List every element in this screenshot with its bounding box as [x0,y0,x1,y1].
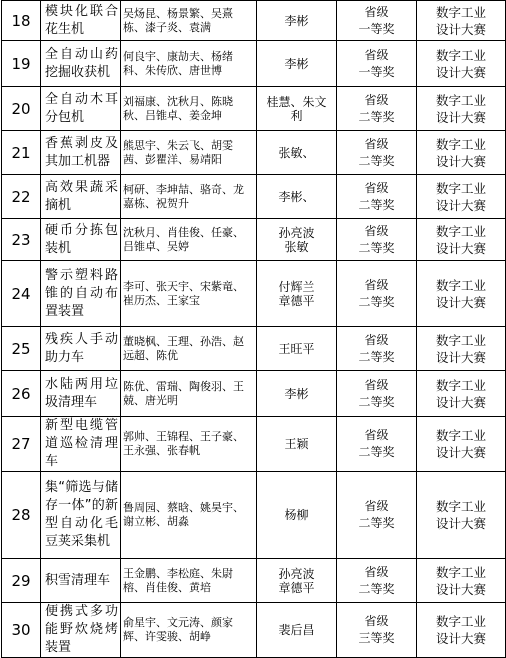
grade-line: 二等奖 [358,197,395,212]
authors-cell: 郭帅、王锦程、王子豪、王永强、张春帆 [121,417,257,472]
competition-line-2: 设计大赛 [435,445,486,460]
advisor-cell [257,472,337,559]
table-row [2,87,506,131]
competition-cell [417,41,506,87]
competition-cell [417,472,506,559]
competition-cell [417,219,506,261]
grade-line: 三等奖 [358,631,395,645]
row-number-cell: 19 [2,41,41,87]
competition-line-1: 数字工业 [435,277,486,293]
project-name-cell: 硬币分拣包装机 [41,219,121,261]
project-name-cell: 便携式多功能野炊烧烤装置 [41,603,121,658]
competition-cell [417,175,506,219]
award-level-cell [337,219,417,261]
grade-line: 二等奖 [358,109,395,124]
grade-line: 二等奖 [358,516,395,530]
level-line: 省级 [364,92,389,107]
competition-cell [417,87,506,131]
row-number-cell: 24 [2,261,41,327]
grade-line: 二等奖 [358,581,395,596]
authors-cell: 刘福康、沈秋月、陈晓秋、吕锥卓、姜金坤 [121,87,257,131]
competition-line-1: 数字工业 [435,4,486,20]
advisor-cell [257,41,337,87]
award-level-cell [337,327,417,371]
competition-cell [417,603,506,658]
row-number-cell: 29 [2,559,41,603]
table-row [2,175,506,219]
authors-cell: 李可、张天宇、宋紫竜、崔历杰、王家宝 [121,261,257,327]
competition-cell [417,1,506,41]
level-line: 省级 [364,47,389,62]
competition-cell [417,417,506,472]
project-name-cell: 高效果蔬采摘机 [41,175,121,219]
award-level-cell [337,261,417,327]
advisor-line-2: 章德平 [278,293,315,308]
award-level-cell [337,131,417,175]
competition-cell [417,371,506,417]
advisor-cell [257,261,337,327]
level-line: 省级 [364,4,389,19]
advisor-line-2: 利 [290,108,303,123]
award-level-cell [337,371,417,417]
competition-line-1: 数字工业 [435,332,486,348]
award-level-cell [337,603,417,658]
row-number-cell: 21 [2,131,41,175]
level-line: 省级 [364,614,389,628]
competition-cell [417,327,506,371]
advisor-cell [257,371,337,417]
competition-line-2: 设计大赛 [435,109,486,125]
advisor-cell [257,175,337,219]
competition-line-1: 数字工业 [435,136,486,152]
advisor-line-2: 章德平 [278,580,315,595]
table-row [2,559,506,603]
competition-cell [417,131,506,175]
competition-line-1: 数字工业 [435,47,486,63]
advisor-cell [257,327,337,371]
advisor-line: 王颖 [284,437,309,451]
row-number-cell: 25 [2,327,41,371]
competition-line-2: 设计大赛 [435,349,486,365]
level-line: 省级 [364,180,389,195]
level-line: 省级 [364,499,389,513]
competition-line-2: 设计大赛 [435,631,486,646]
competition-line-1: 数字工业 [435,92,486,108]
advisor-line: 李彬、 [278,189,315,204]
advisor-cell [257,219,337,261]
grade-line: 二等奖 [358,240,395,255]
advisor-line: 裴后昌 [278,623,315,637]
competition-line-1: 数字工业 [435,180,486,196]
advisor-line: 桂慧、朱文 [266,94,327,109]
award-level-cell [337,559,417,603]
advisor-cell [257,1,337,41]
award-level-cell [337,41,417,87]
authors-cell: 柯研、李坤喆、骆奇、龙嘉栋、祝贺升 [121,175,257,219]
row-number-cell: 27 [2,417,41,472]
award-table-body [2,1,506,658]
project-name-cell: 集“筛选与储存一体”的新型自动化毛豆荚采集机 [41,472,121,559]
advisor-cell [257,87,337,131]
advisor-line: 王旺平 [278,341,315,356]
authors-cell: 沈秋月、肖佳俊、任豪、吕锥卓、吴婷 [121,219,257,261]
row-number-cell: 22 [2,175,41,219]
advisor-line: 李彬 [284,56,309,71]
competition-line-1: 数字工业 [435,377,486,393]
advisor-line-2: 张敏 [284,239,309,254]
project-name-cell: 全自动山药挖掘收获机 [41,41,121,87]
award-level-cell [337,87,417,131]
competition-line-1: 数字工业 [435,499,486,514]
award-level-cell [337,472,417,559]
project-name-cell: 模块化联合花生机 [41,1,121,41]
competition-line-2: 设计大赛 [435,64,486,80]
competition-line-1: 数字工业 [435,564,486,580]
level-line: 省级 [364,428,389,442]
competition-line-1: 数字工业 [435,223,486,239]
project-name-cell: 积雪清理车 [41,559,121,603]
advisor-cell [257,559,337,603]
competition-line-1: 数字工业 [435,428,486,443]
authors-cell: 董晓枫、王理、孙浩、赵远超、陈优 [121,327,257,371]
competition-line-2: 设计大赛 [435,394,486,410]
project-name-cell: 残疾人手动助力车 [41,327,121,371]
table-row [2,219,506,261]
competition-line-2: 设计大赛 [435,581,486,597]
competition-line-2: 设计大赛 [435,516,486,531]
level-line: 省级 [364,377,389,392]
table-row [2,417,506,472]
table-row [2,472,506,559]
advisor-line: 孙亮波 [278,225,315,240]
level-line: 省级 [364,136,389,151]
advisor-line: 付辉兰 [278,279,315,294]
advisor-line: 李彬 [284,13,309,28]
level-line: 省级 [364,277,389,292]
authors-cell: 熊思宇、朱云飞、胡雯茜、彭瞿洋、易靖阳 [121,131,257,175]
project-name-cell: 香蕉剥皮及其加工机器 [41,131,121,175]
table-row [2,327,506,371]
competition-line-1: 数字工业 [435,614,486,629]
level-line: 省级 [364,332,389,347]
advisor-line: 杨柳 [284,508,309,522]
project-name-cell: 警示塑料路锥的自动布置装置 [41,261,121,327]
award-level-cell [337,417,417,472]
competition-line-2: 设计大赛 [435,294,486,310]
competition-line-2: 设计大赛 [435,21,486,37]
grade-line: 二等奖 [358,153,395,168]
grade-line: 二等奖 [358,294,395,309]
advisor-cell [257,603,337,658]
grade-line: 二等奖 [358,445,395,459]
row-number-cell: 20 [2,87,41,131]
table-row [2,371,506,417]
row-number-cell: 28 [2,472,41,559]
row-number-cell: 18 [2,1,41,41]
advisor-line: 李彬 [284,386,309,401]
authors-cell: 俞星宇、文元涛、颜家辉、许雯骏、胡峥 [121,603,257,658]
advisor-line: 孙亮波 [278,566,315,581]
grade-line: 二等奖 [358,394,395,409]
advisor-cell [257,131,337,175]
level-line: 省级 [364,223,389,238]
advisor-cell [257,417,337,472]
row-number-cell: 30 [2,603,41,658]
grade-line: 一等奖 [358,21,395,36]
row-number-cell: 23 [2,219,41,261]
authors-cell: 王金鹏、李松庭、朱尉榕、肖佳俊、黄培 [121,559,257,603]
table-row [2,603,506,658]
competition-line-2: 设计大赛 [435,240,486,256]
table-row [2,131,506,175]
level-line: 省级 [364,564,389,579]
table-row [2,41,506,87]
authors-cell: 吴炀昆、杨景繁、吴熹栋、漆子炎、袁满 [121,1,257,41]
grade-line: 二等奖 [358,349,395,364]
row-number-cell: 26 [2,371,41,417]
award-level-cell [337,1,417,41]
grade-line: 一等奖 [358,64,395,79]
competition-cell [417,261,506,327]
authors-cell: 何良宇、康劼夫、杨绪科、朱传欣、唐世博 [121,41,257,87]
project-name-cell: 新型电缆管道巡检清理车 [41,417,121,472]
authors-cell: 鲁周园、蔡晗、姚昊宇、谢立彬、胡淼 [121,472,257,559]
award-table [1,0,506,658]
table-row [2,1,506,41]
competition-line-2: 设计大赛 [435,197,486,213]
table-row [2,261,506,327]
award-level-cell [337,175,417,219]
project-name-cell: 水陆两用垃圾清理车 [41,371,121,417]
project-name-cell: 全自动木耳分包机 [41,87,121,131]
competition-cell [417,559,506,603]
authors-cell: 陈优、雷瑞、陶俊羽、王兢、唐光明 [121,371,257,417]
competition-line-2: 设计大赛 [435,153,486,169]
advisor-line: 张敏、 [278,145,315,160]
